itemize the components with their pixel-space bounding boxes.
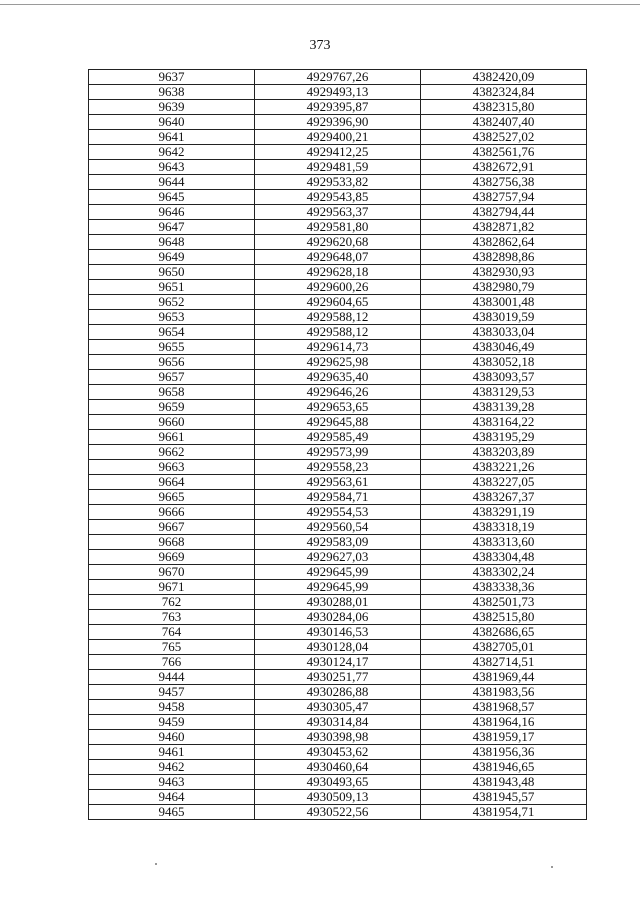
point-number-cell: 9664: [89, 475, 255, 490]
point-number-cell: 9665: [89, 490, 255, 505]
x-coordinate-cell: 4929645,99: [255, 565, 421, 580]
x-coordinate-cell: 4930284,06: [255, 610, 421, 625]
table-row: [89, 115, 587, 130]
y-coordinate-cell: 4382407,40: [421, 115, 587, 130]
x-coordinate-cell: 4929396,90: [255, 115, 421, 130]
table-row: [89, 100, 587, 115]
point-number-cell: 9661: [89, 430, 255, 445]
x-coordinate-cell: 4929400,21: [255, 130, 421, 145]
point-number-cell: 9459: [89, 715, 255, 730]
table-row: [89, 175, 587, 190]
point-number-cell: 9671: [89, 580, 255, 595]
table-row: [89, 805, 587, 820]
y-coordinate-cell: 4383227,05: [421, 475, 587, 490]
table-row: [89, 790, 587, 805]
x-coordinate-cell: 4929412,25: [255, 145, 421, 160]
point-number-cell: 9641: [89, 130, 255, 145]
table-row: [89, 250, 587, 265]
y-coordinate-cell: 4382515,80: [421, 610, 587, 625]
x-coordinate-cell: 4929543,85: [255, 190, 421, 205]
page-number: 373: [309, 38, 331, 53]
x-coordinate-cell: 4929563,37: [255, 205, 421, 220]
table-row: [89, 145, 587, 160]
x-coordinate-cell: 4929533,82: [255, 175, 421, 190]
table-row: [89, 760, 587, 775]
y-coordinate-cell: 4383033,04: [421, 325, 587, 340]
y-coordinate-cell: 4381956,36: [421, 745, 587, 760]
y-coordinate-cell: 4382756,38: [421, 175, 587, 190]
point-number-cell: 764: [89, 625, 255, 640]
table-row: [89, 535, 587, 550]
y-coordinate-cell: 4383164,22: [421, 415, 587, 430]
point-number-cell: 9462: [89, 760, 255, 775]
y-coordinate-cell: 4382324,84: [421, 85, 587, 100]
y-coordinate-cell: 4382315,80: [421, 100, 587, 115]
y-coordinate-cell: 4382501,73: [421, 595, 587, 610]
x-coordinate-cell: 4929604,65: [255, 295, 421, 310]
x-coordinate-cell: 4929588,12: [255, 310, 421, 325]
table-row: [89, 655, 587, 670]
table-row: [89, 190, 587, 205]
x-coordinate-cell: 4929767,26: [255, 70, 421, 85]
x-coordinate-cell: 4929560,54: [255, 520, 421, 535]
x-coordinate-cell: 4929620,68: [255, 235, 421, 250]
point-number-cell: 763: [89, 610, 255, 625]
y-coordinate-cell: 4383195,29: [421, 430, 587, 445]
table-row: [89, 700, 587, 715]
coordinates-table: [88, 69, 587, 820]
y-coordinate-cell: 4381968,57: [421, 700, 587, 715]
table-row: [89, 475, 587, 490]
y-coordinate-cell: 4383302,24: [421, 565, 587, 580]
x-coordinate-cell: 4930460,64: [255, 760, 421, 775]
point-number-cell: 9669: [89, 550, 255, 565]
point-number-cell: 9652: [89, 295, 255, 310]
y-coordinate-cell: 4383338,36: [421, 580, 587, 595]
table-row: [89, 325, 587, 340]
y-coordinate-cell: 4383052,18: [421, 355, 587, 370]
point-number-cell: 762: [89, 595, 255, 610]
table-row: [89, 745, 587, 760]
point-number-cell: 9660: [89, 415, 255, 430]
y-coordinate-cell: 4382930,93: [421, 265, 587, 280]
x-coordinate-cell: 4929645,99: [255, 580, 421, 595]
coordinates-table-body: [89, 70, 587, 820]
table-row: [89, 550, 587, 565]
x-coordinate-cell: 4929614,73: [255, 340, 421, 355]
table-row: [89, 370, 587, 385]
point-number-cell: 9670: [89, 565, 255, 580]
y-coordinate-cell: 4382862,64: [421, 235, 587, 250]
table-row: [89, 610, 587, 625]
table-row: [89, 205, 587, 220]
point-number-cell: 9657: [89, 370, 255, 385]
table-row: [89, 70, 587, 85]
point-number-cell: 9658: [89, 385, 255, 400]
x-coordinate-cell: 4929584,71: [255, 490, 421, 505]
point-number-cell: 9655: [89, 340, 255, 355]
point-number-cell: 9645: [89, 190, 255, 205]
x-coordinate-cell: 4929627,03: [255, 550, 421, 565]
point-number-cell: 9460: [89, 730, 255, 745]
point-number-cell: 9458: [89, 700, 255, 715]
y-coordinate-cell: 4383019,59: [421, 310, 587, 325]
point-number-cell: 9662: [89, 445, 255, 460]
y-coordinate-cell: 4382672,91: [421, 160, 587, 175]
point-number-cell: 9444: [89, 670, 255, 685]
x-coordinate-cell: 4930509,13: [255, 790, 421, 805]
point-number-cell: 9666: [89, 505, 255, 520]
x-coordinate-cell: 4930286,88: [255, 685, 421, 700]
table-row: [89, 580, 587, 595]
x-coordinate-cell: 4929563,61: [255, 475, 421, 490]
x-coordinate-cell: 4929588,12: [255, 325, 421, 340]
y-coordinate-cell: 4381943,48: [421, 775, 587, 790]
y-coordinate-cell: 4382705,01: [421, 640, 587, 655]
table-row: [89, 685, 587, 700]
point-number-cell: 9648: [89, 235, 255, 250]
x-coordinate-cell: 4929646,26: [255, 385, 421, 400]
y-coordinate-cell: 4382794,44: [421, 205, 587, 220]
y-coordinate-cell: 4382980,79: [421, 280, 587, 295]
x-coordinate-cell: 4929558,23: [255, 460, 421, 475]
table-row: [89, 400, 587, 415]
y-coordinate-cell: 4383313,60: [421, 535, 587, 550]
x-coordinate-cell: 4930305,47: [255, 700, 421, 715]
table-row: [89, 505, 587, 520]
y-coordinate-cell: 4383304,48: [421, 550, 587, 565]
table-row: [89, 340, 587, 355]
y-coordinate-cell: 4383221,26: [421, 460, 587, 475]
x-coordinate-cell: 4929653,65: [255, 400, 421, 415]
scan-speck: [551, 866, 553, 868]
table-row: [89, 595, 587, 610]
y-coordinate-cell: 4381959,17: [421, 730, 587, 745]
point-number-cell: 9651: [89, 280, 255, 295]
x-coordinate-cell: 4930453,62: [255, 745, 421, 760]
y-coordinate-cell: 4382714,51: [421, 655, 587, 670]
table-row: [89, 235, 587, 250]
point-number-cell: 9646: [89, 205, 255, 220]
table-row: [89, 775, 587, 790]
y-coordinate-cell: 4381964,16: [421, 715, 587, 730]
table-row: [89, 85, 587, 100]
x-coordinate-cell: 4929554,53: [255, 505, 421, 520]
table-row: [89, 415, 587, 430]
x-coordinate-cell: 4930522,56: [255, 805, 421, 820]
point-number-cell: 9656: [89, 355, 255, 370]
y-coordinate-cell: 4383267,37: [421, 490, 587, 505]
x-coordinate-cell: 4930288,01: [255, 595, 421, 610]
point-number-cell: 9465: [89, 805, 255, 820]
y-coordinate-cell: 4383001,48: [421, 295, 587, 310]
x-coordinate-cell: 4930493,65: [255, 775, 421, 790]
x-coordinate-cell: 4929585,49: [255, 430, 421, 445]
x-coordinate-cell: 4929645,88: [255, 415, 421, 430]
x-coordinate-cell: 4930398,98: [255, 730, 421, 745]
table-row: [89, 355, 587, 370]
y-coordinate-cell: 4381954,71: [421, 805, 587, 820]
point-number-cell: 9637: [89, 70, 255, 85]
table-row: [89, 280, 587, 295]
y-coordinate-cell: 4382420,09: [421, 70, 587, 85]
y-coordinate-cell: 4382686,65: [421, 625, 587, 640]
y-coordinate-cell: 4382898,86: [421, 250, 587, 265]
point-number-cell: 766: [89, 655, 255, 670]
y-coordinate-cell: 4383203,89: [421, 445, 587, 460]
x-coordinate-cell: 4930251,77: [255, 670, 421, 685]
y-coordinate-cell: 4381946,65: [421, 760, 587, 775]
point-number-cell: 9639: [89, 100, 255, 115]
point-number-cell: 9638: [89, 85, 255, 100]
y-coordinate-cell: 4383129,53: [421, 385, 587, 400]
table-row: [89, 670, 587, 685]
table-row: [89, 430, 587, 445]
y-coordinate-cell: 4382527,02: [421, 130, 587, 145]
x-coordinate-cell: 4929628,18: [255, 265, 421, 280]
y-coordinate-cell: 4383139,28: [421, 400, 587, 415]
x-coordinate-cell: 4930314,84: [255, 715, 421, 730]
table-row: [89, 160, 587, 175]
table-row: [89, 625, 587, 640]
point-number-cell: 9644: [89, 175, 255, 190]
x-coordinate-cell: 4929583,09: [255, 535, 421, 550]
table-row: [89, 490, 587, 505]
x-coordinate-cell: 4929600,26: [255, 280, 421, 295]
y-coordinate-cell: 4383093,57: [421, 370, 587, 385]
x-coordinate-cell: 4930146,53: [255, 625, 421, 640]
point-number-cell: 9457: [89, 685, 255, 700]
point-number-cell: 9653: [89, 310, 255, 325]
point-number-cell: 9640: [89, 115, 255, 130]
y-coordinate-cell: 4381945,57: [421, 790, 587, 805]
point-number-cell: 9663: [89, 460, 255, 475]
x-coordinate-cell: 4929481,59: [255, 160, 421, 175]
point-number-cell: 9463: [89, 775, 255, 790]
y-coordinate-cell: 4381983,56: [421, 685, 587, 700]
x-coordinate-cell: 4930128,04: [255, 640, 421, 655]
point-number-cell: 9668: [89, 535, 255, 550]
point-number-cell: 9667: [89, 520, 255, 535]
scan-speck: [155, 863, 157, 865]
x-coordinate-cell: 4930124,17: [255, 655, 421, 670]
point-number-cell: 9461: [89, 745, 255, 760]
top-rule: [0, 4, 640, 5]
point-number-cell: 9650: [89, 265, 255, 280]
table-row: [89, 220, 587, 235]
y-coordinate-cell: 4381969,44: [421, 670, 587, 685]
x-coordinate-cell: 4929493,13: [255, 85, 421, 100]
table-row: [89, 520, 587, 535]
x-coordinate-cell: 4929635,40: [255, 370, 421, 385]
point-number-cell: 9659: [89, 400, 255, 415]
table-row: [89, 265, 587, 280]
table-row: [89, 445, 587, 460]
table-row: [89, 385, 587, 400]
y-coordinate-cell: 4382757,94: [421, 190, 587, 205]
y-coordinate-cell: 4383291,19: [421, 505, 587, 520]
x-coordinate-cell: 4929573,99: [255, 445, 421, 460]
point-number-cell: 9642: [89, 145, 255, 160]
table-row: [89, 310, 587, 325]
y-coordinate-cell: 4383318,19: [421, 520, 587, 535]
table-row: [89, 130, 587, 145]
point-number-cell: 9464: [89, 790, 255, 805]
x-coordinate-cell: 4929395,87: [255, 100, 421, 115]
table-row: [89, 565, 587, 580]
table-row: [89, 640, 587, 655]
x-coordinate-cell: 4929648,07: [255, 250, 421, 265]
point-number-cell: 765: [89, 640, 255, 655]
x-coordinate-cell: 4929581,80: [255, 220, 421, 235]
y-coordinate-cell: 4382871,82: [421, 220, 587, 235]
table-row: [89, 460, 587, 475]
point-number-cell: 9654: [89, 325, 255, 340]
y-coordinate-cell: 4383046,49: [421, 340, 587, 355]
table-row: [89, 730, 587, 745]
table-row: [89, 715, 587, 730]
point-number-cell: 9643: [89, 160, 255, 175]
x-coordinate-cell: 4929625,98: [255, 355, 421, 370]
table-row: [89, 295, 587, 310]
point-number-cell: 9647: [89, 220, 255, 235]
y-coordinate-cell: 4382561,76: [421, 145, 587, 160]
point-number-cell: 9649: [89, 250, 255, 265]
